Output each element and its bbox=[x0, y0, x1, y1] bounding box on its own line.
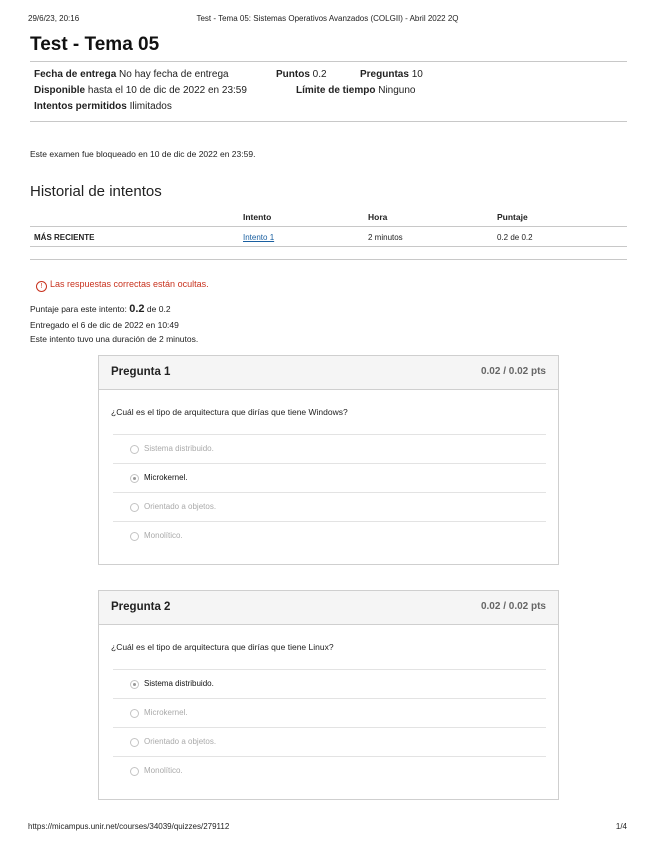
page-title: Test - Tema 05 bbox=[30, 34, 160, 55]
page-number: 1/4 bbox=[615, 822, 627, 831]
radio-icon bbox=[130, 767, 139, 776]
answer-label: Orientado a objetos. bbox=[144, 502, 217, 511]
available-field bbox=[34, 85, 247, 96]
question-title: Pregunta 2 bbox=[111, 601, 171, 613]
history-row-label: MÁS RECIENTE bbox=[34, 233, 95, 242]
question-header bbox=[99, 591, 558, 625]
answer-option bbox=[113, 492, 546, 522]
print-page-title: Test - Tema 05: Sistemas Operativos Avanzados (COLGII) - Abril 2022 2Q bbox=[196, 14, 459, 23]
question-card-2 bbox=[98, 590, 559, 800]
divider bbox=[30, 121, 627, 122]
print-header bbox=[28, 14, 627, 26]
print-datetime: 29/6/23, 20:16 bbox=[28, 14, 80, 23]
divider bbox=[30, 259, 627, 260]
answer-option bbox=[113, 698, 546, 728]
available-value: hasta el 10 de dic de 2022 en 23:59 bbox=[87, 85, 247, 96]
answer-option bbox=[113, 756, 546, 786]
attempt-link[interactable]: Intento 1 bbox=[243, 233, 275, 242]
answer-option-selected bbox=[113, 669, 546, 699]
lock-notice: Este examen fue bloqueado en 10 de dic de 2022 en 23:59. bbox=[30, 149, 256, 159]
points-field bbox=[276, 69, 327, 80]
history-col-time: Hora bbox=[368, 212, 388, 222]
radio-icon bbox=[130, 503, 139, 512]
divider bbox=[30, 226, 627, 227]
answer-label: Sistema distribuido. bbox=[144, 679, 214, 688]
questions-field bbox=[360, 69, 423, 80]
questions-label: Preguntas bbox=[360, 69, 409, 80]
answer-label: Microkernel. bbox=[144, 708, 188, 717]
question-header bbox=[99, 356, 558, 390]
answer-option bbox=[113, 521, 546, 551]
question-text: ¿Cuál es el tipo de arquitectura que dirías que tiene Windows? bbox=[111, 407, 348, 417]
question-points: 0.02 / 0.02 pts bbox=[480, 601, 546, 612]
radio-icon bbox=[130, 532, 139, 541]
radio-icon bbox=[130, 738, 139, 747]
question-text: ¿Cuál es el tipo de arquitectura que dirías que tiene Linux? bbox=[111, 642, 334, 652]
print-footer bbox=[28, 822, 627, 834]
question-title: Pregunta 1 bbox=[111, 366, 171, 378]
history-col-score: Puntaje bbox=[497, 212, 528, 222]
radio-selected-icon bbox=[130, 680, 139, 689]
time-limit-label: Límite de tiempo bbox=[296, 85, 376, 96]
available-label: Disponible bbox=[34, 85, 86, 96]
question-card-1 bbox=[98, 355, 559, 565]
warning-text: Las respuestas correctas están ocultas. bbox=[50, 279, 209, 289]
answer-label: Orientado a objetos. bbox=[144, 737, 217, 746]
due-date-field bbox=[34, 69, 229, 80]
attempt-score-prefix: Puntaje para este intento: bbox=[30, 304, 130, 314]
question-points: 0.02 / 0.02 pts bbox=[480, 366, 546, 377]
radio-icon bbox=[130, 445, 139, 454]
radio-selected-icon bbox=[130, 474, 139, 483]
answer-option bbox=[113, 434, 546, 464]
attempt-duration: Este intento tuvo una duración de 2 minutos. bbox=[30, 334, 199, 344]
due-date-label: Fecha de entrega bbox=[34, 69, 117, 80]
time-limit-value: Ninguno bbox=[378, 85, 416, 96]
attempt-score bbox=[30, 303, 171, 315]
history-row-time: 2 minutos bbox=[368, 233, 403, 242]
answer-option bbox=[113, 727, 546, 757]
attempts-field bbox=[34, 101, 172, 112]
points-value: 0.2 bbox=[312, 69, 327, 80]
submitted-date: Entregado el 6 de dic de 2022 en 10:49 bbox=[30, 320, 179, 330]
history-col-attempt: Intento bbox=[243, 212, 272, 222]
attempts-value: Ilimitados bbox=[129, 101, 172, 112]
divider bbox=[30, 246, 627, 247]
divider bbox=[30, 61, 627, 62]
history-row-score: 0.2 de 0.2 bbox=[497, 233, 533, 242]
footer-url: https://micampus.unir.net/courses/34039/quizzes/279112 bbox=[28, 822, 230, 831]
warning-icon: ! bbox=[36, 281, 47, 292]
attempt-score-suffix: de 0.2 bbox=[144, 304, 171, 314]
answer-label: Monolítico. bbox=[144, 531, 183, 540]
points-label: Puntos bbox=[276, 69, 310, 80]
due-date-value: No hay fecha de entrega bbox=[119, 69, 229, 80]
attempt-score-value: 0.2 bbox=[129, 303, 145, 315]
answer-label: Microkernel. bbox=[144, 473, 188, 482]
radio-icon bbox=[130, 709, 139, 718]
questions-value: 10 bbox=[411, 69, 423, 80]
answer-option-selected bbox=[113, 463, 546, 493]
answer-label: Monolítico. bbox=[144, 766, 183, 775]
attempts-label: Intentos permitidos bbox=[34, 101, 127, 112]
history-heading: Historial de intentos bbox=[30, 183, 162, 200]
time-limit-field bbox=[296, 85, 416, 96]
hidden-answers-warning bbox=[36, 279, 209, 292]
answer-label: Sistema distribuido. bbox=[144, 444, 214, 453]
